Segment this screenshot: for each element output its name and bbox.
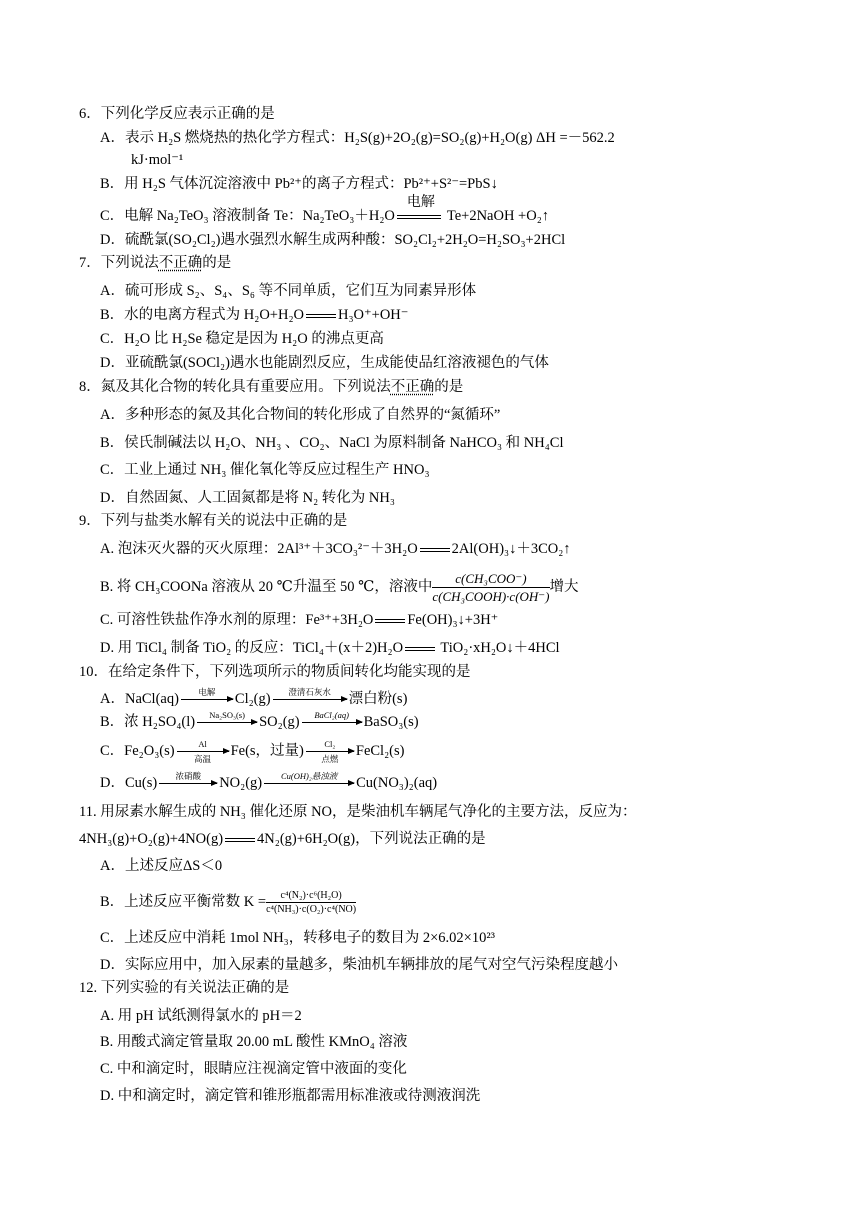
q8-stem-pre: 8．氮及其化合物的转化具有重要应用。下列说法	[79, 379, 391, 395]
q10-c-cond-2: Cl₂	[324, 739, 336, 750]
q9-d-left: D. 用 TiCl₄ 制备 TiO₂ 的反应：TiCl₄＋(x＋2)H₂O	[100, 640, 404, 656]
q9-b-numerator: c(CH₃COO⁻)	[432, 570, 549, 588]
q8-option-d: D．自然固氮、人工固氮都是将 N₂ 转化为 NH₃	[100, 490, 395, 506]
q10-d-arrow-2	[264, 771, 354, 784]
q7-stem-pre: 7．下列说法	[79, 255, 159, 271]
q10-d-cond-2: Cu(OH)₂悬浊液	[280, 771, 338, 782]
q7-stem	[79, 253, 231, 273]
q9-c-double-line	[375, 619, 405, 623]
q7-option-a: A．硫可形成 S₂、S₄、S₆ 等不同单质，它们互为同素异形体	[100, 283, 477, 299]
q11-option-a: A．上述反应ΔS＜0	[100, 858, 223, 874]
arrow-line	[159, 783, 217, 784]
arrow-line	[273, 699, 347, 700]
q9-option-d	[100, 638, 560, 658]
q10-b-cond-2: BaCl₂(aq)	[314, 710, 349, 721]
q9-d-right: TiO₂·xH₂O↓＋4HCl	[437, 640, 560, 656]
q10-c-start: C．Fe₂O₃(s)	[100, 743, 175, 759]
q10-d-end: Cu(NO₃)₂(aq)	[356, 775, 438, 791]
q12-option-c: C. 中和滴定时，眼睛应注视滴定管中液面的变化	[100, 1061, 407, 1077]
q10-a-arrow-1	[181, 687, 233, 700]
q9-a-double-line	[420, 548, 450, 552]
q10-b-mid: SO₂(g)	[259, 714, 300, 730]
q10-a-mid: Cl₂(g)	[234, 691, 271, 707]
q10-b-cond-1: Na₂SO₃(s)	[209, 710, 245, 721]
q11-option-c: C．上述反应中消耗 1mol NH₃，转移电子的数目为 2×6.02×10²³	[100, 930, 496, 946]
q11-option-d: D．实际应用中，加入尿素的量越多，柴油机车辆排放的尾气对空气污染程度越小	[100, 957, 618, 973]
q7-b-right: H₃O⁺+OH⁻	[337, 307, 409, 323]
q10-d-mid: NO₂(g)	[219, 775, 263, 791]
q11-stem-line1: 11. 用尿素水解生成的 NH₃ 催化还原 NO，是柴油机车辆尾气净化的主要方法，反应为：	[79, 804, 637, 820]
q7-stem-emphasis: 不正确	[158, 255, 203, 271]
q8-option-c: C．工业上通过 NH₃ 催化氧化等反应过程生产 HNO₃	[100, 462, 430, 478]
arrow-line	[181, 699, 233, 700]
q10-b-arrow-2	[302, 710, 362, 723]
q10-c-mid: Fe(s，过量)	[230, 743, 304, 759]
q8-option-b: B．侯氏制碱法以 H₂O、NH₃ 、CO₂、NaCl 为原料制备 NaHCO₃ 和 NH₄Cl	[100, 435, 564, 451]
arrow-line	[177, 751, 229, 752]
q9-option-a	[100, 539, 571, 559]
q6-option-a-cont: kJ·mol⁻¹	[131, 152, 184, 168]
q10-b-end: BaSO₃(s)	[363, 714, 419, 730]
q7-b-double-line	[306, 314, 336, 318]
q10-b-arrow-1	[197, 710, 257, 723]
q10-a-start: A．NaCl(aq)	[100, 691, 179, 707]
arrow-line	[302, 722, 362, 723]
q9-d-double-line	[405, 647, 435, 651]
q9-b-denominator: c(CH₃COOH)·c(OH⁻)	[432, 589, 550, 605]
q10-option-d	[100, 773, 437, 793]
q11-eq-right: 4N₂(g)+6H₂O(g)，下列说法正确的是	[257, 831, 486, 847]
q9-a-right: 2Al(OH)₃↓＋3CO₂↑	[451, 541, 571, 557]
q11-eq-left: 4NH₃(g)+O₂(g)+4NO(g)	[79, 831, 224, 847]
q10-d-arrow-1	[159, 771, 217, 784]
q10-c-cond-2b: 点燃	[321, 754, 339, 765]
q10-option-b	[100, 712, 419, 732]
q10-a-end: 漂白粉(s)	[348, 691, 408, 707]
q10-option-c	[100, 739, 405, 765]
q7-option-b	[100, 305, 408, 325]
q6-c-electrolysis-equals	[397, 194, 445, 219]
arrow-line	[306, 751, 354, 752]
q6-c-cond: 电解	[406, 194, 435, 210]
q10-c-arrow-2	[306, 739, 354, 765]
q11-b-numerator: c⁴(N₂)·c⁶(H₂O)	[266, 889, 356, 903]
arrow-line	[264, 783, 354, 784]
q10-c-cond-1b: 高温	[194, 754, 212, 765]
q12-option-a: A. 用 pH 试纸测得氯水的 pH＝2	[100, 1008, 302, 1024]
q8-stem	[79, 377, 463, 397]
q6-c-left: C．电解 Na₂TeO₃ 溶液制备 Te：Na₂TeO₃＋H₂O	[100, 208, 395, 224]
q10-c-cond-1: Al	[198, 739, 207, 750]
q9-option-c	[100, 610, 498, 630]
q7-b-left: B．水的电离方程式为 H₂O+H₂O	[100, 307, 304, 323]
q11-b-fraction	[266, 889, 356, 916]
q7-option-d: D．亚硫酰氯(SOCl₂)遇水也能剧烈反应，生成能使品红溶液褪色的气体	[100, 355, 549, 371]
q9-b-fraction	[432, 570, 549, 605]
q12-option-d: D. 中和滴定时，滴定管和锥形瓶都需用标准液或待测液润洗	[100, 1088, 481, 1104]
q9-a-left: A. 泡沫灭火器的灭火原理：2Al³⁺＋3CO₃²⁻＋3H₂O	[100, 541, 418, 557]
q10-d-cond-1: 浓硝酸	[175, 771, 201, 782]
q10-stem: 10．在给定条件下，下列选项所示的物质间转化均能实现的是	[79, 664, 471, 680]
q8-stem-emphasis: 不正确	[390, 379, 435, 395]
q9-c-left: C. 可溶性铁盐作净水剂的原理：Fe³⁺+3H₂O	[100, 612, 374, 628]
q12-stem: 12. 下列实验的有关说法正确的是	[79, 980, 290, 996]
q7-stem-post: 的是	[202, 255, 232, 271]
q10-c-end: FeCl₂(s)	[355, 743, 405, 759]
q12-option-b: B. 用酸式滴定管量取 20.00 mL 酸性 KMnO₄ 溶液	[100, 1034, 408, 1050]
q9-c-right: Fe(OH)₃↓+3H⁺	[407, 612, 499, 628]
q6-option-a: A．表示 H₂S 燃烧热的热化学方程式：H₂S(g)+2O₂(g)=SO₂(g)+H₂O(g) ΔH =－562.2	[100, 130, 615, 146]
q10-c-arrow-1	[177, 739, 229, 765]
q9-b-left: B. 将 CH₃COONa 溶液从 20 ℃升温至 50 ℃，溶液中	[100, 579, 433, 595]
q10-b-start: B．浓 H₂SO₄(l)	[100, 714, 196, 730]
q6-option-b: B．用 H₂S 气体沉淀溶液中 Pb²⁺的离子方程式：Pb²⁺+S²⁻=PbS↓	[100, 176, 498, 192]
q10-a-cond-2: 澄清石灰水	[288, 687, 331, 698]
q7-option-c: C．H₂O 比 H₂Se 稳定是因为 H₂O 的沸点更高	[100, 331, 384, 347]
q6-option-d: D．硫酰氯(SO₂Cl₂)遇水强烈水解生成两种酸：SO₂Cl₂+2H₂O=H₂SO₃+2HCl	[100, 232, 566, 248]
q9-option-b	[100, 566, 579, 608]
q6-c-right: Te+2NaOH +O₂↑	[446, 208, 550, 224]
q11-option-b	[100, 884, 356, 920]
q11-eq-double-line	[225, 838, 255, 842]
q9-b-right: 增大	[549, 579, 579, 595]
q8-option-a: A．多种形态的氮及其化合物间的转化形成了自然界的“氮循环”	[100, 407, 501, 423]
q11-b-left: B．上述反应平衡常数 K =	[100, 894, 267, 910]
q10-option-a	[100, 689, 407, 709]
q11-stem-line2	[79, 829, 486, 849]
q9-stem: 9．下列与盐类水解有关的说法中正确的是	[79, 513, 348, 529]
q6-option-c	[100, 194, 550, 226]
q8-stem-post: 的是	[434, 379, 464, 395]
q11-b-denominator: c⁴(NH₃)·c(O₂)·c⁴(NO)	[266, 904, 357, 916]
arrow-line	[197, 722, 257, 723]
q6-c-double-line	[397, 215, 441, 219]
q10-d-start: D．Cu(s)	[100, 775, 158, 791]
q10-a-cond-1: 电解	[198, 687, 216, 698]
q10-a-arrow-2	[273, 687, 347, 700]
q6-stem: 6．下列化学反应表示正确的是	[79, 106, 275, 122]
